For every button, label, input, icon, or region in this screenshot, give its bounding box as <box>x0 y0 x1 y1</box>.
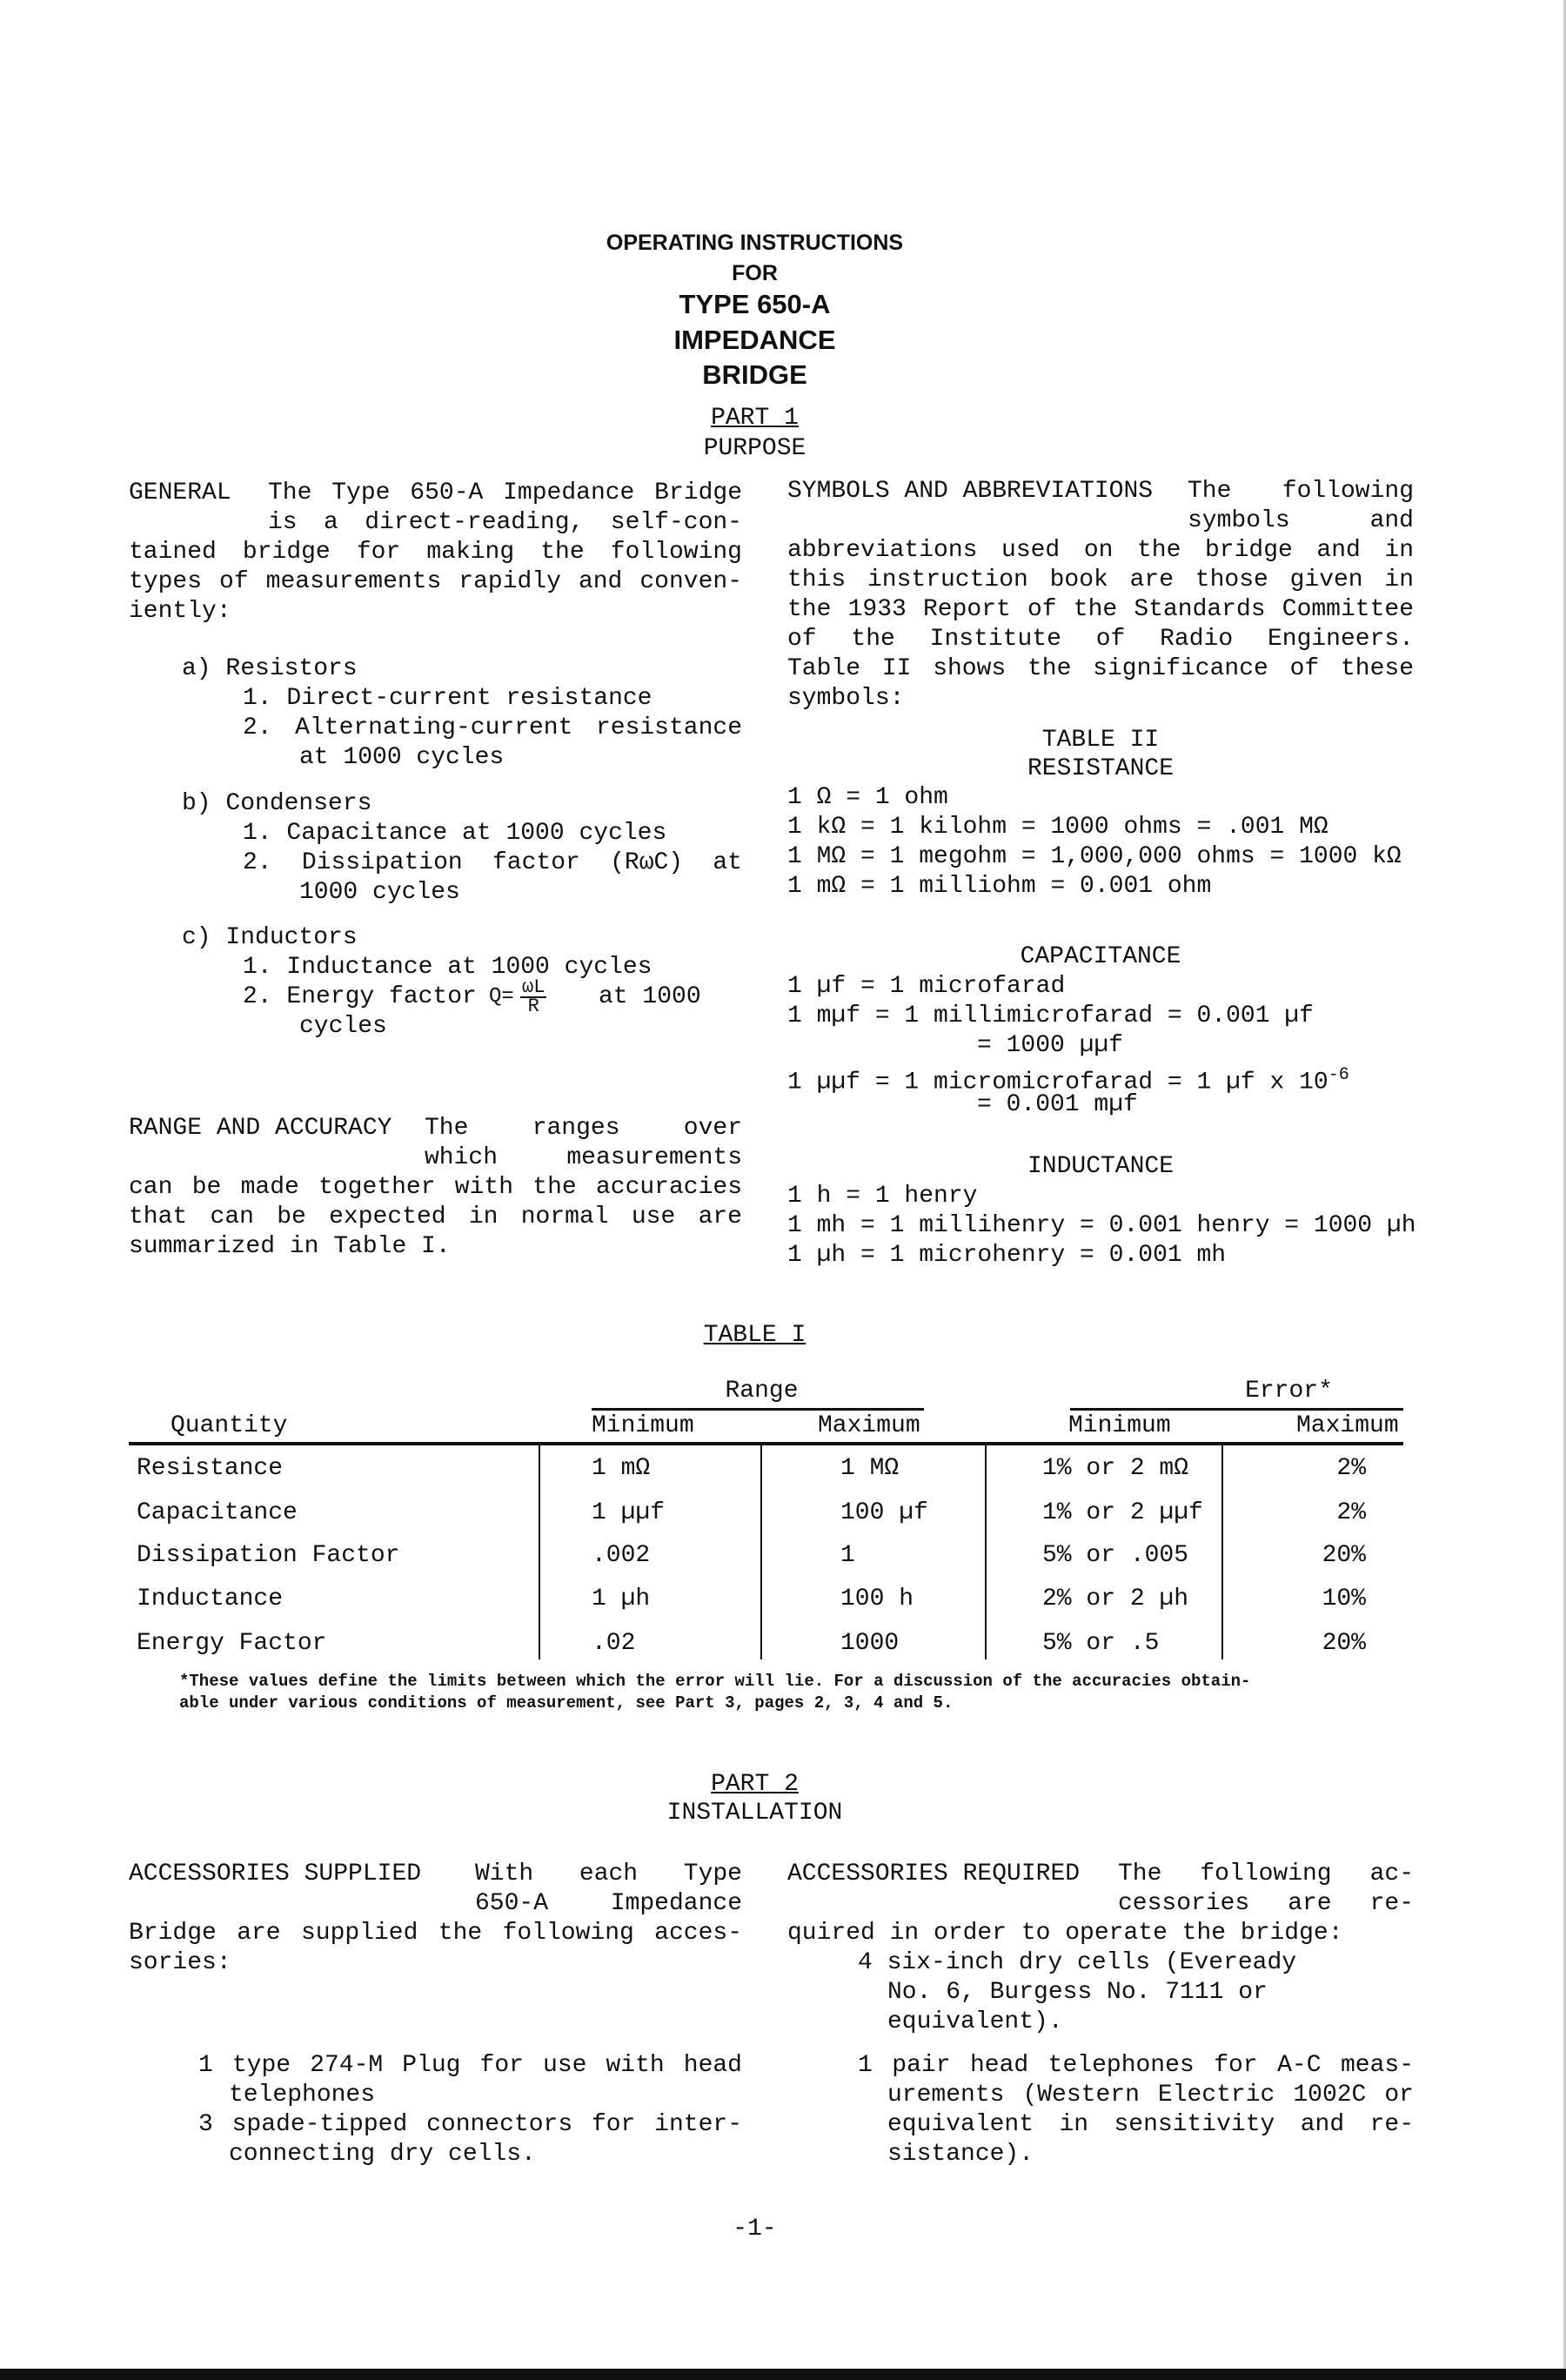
table-cell: 1 mΩ <box>592 1455 651 1482</box>
list-item: 2. Alternating-current resistance <box>243 714 742 741</box>
general-line: tained bridge for making the following <box>129 539 742 566</box>
quantity-cell: Inductance <box>137 1586 284 1612</box>
inductance-heading: INDUCTANCE <box>1027 1153 1174 1180</box>
group-heading: a) Resistors <box>182 655 358 682</box>
list-item-cont: 1000 cycles <box>299 879 460 906</box>
table-cell: 2% <box>1336 1455 1366 1482</box>
acc-required-line: cessories are re- <box>1118 1890 1414 1917</box>
acc-required-item-cont: urements (Western Electric 1002C or <box>887 2082 1414 2108</box>
part2-title: PART 2 <box>711 1771 799 1798</box>
table-cell: 1 <box>840 1542 855 1569</box>
acc-supplied-label: ACCESSORIES SUPPLIED <box>129 1860 422 1887</box>
acc-supplied-item-cont: telephones <box>229 2082 376 2108</box>
range-group-header: Range <box>725 1378 799 1405</box>
table-cell: 100 h <box>840 1586 914 1612</box>
quantity-cell: Dissipation Factor <box>137 1542 400 1569</box>
quantity-cell: Resistance <box>137 1455 284 1482</box>
acc-required-item: 4 six-inch dry cells (Eveready <box>858 1949 1297 1976</box>
capacitance-line: = 0.001 mµf <box>977 1091 1138 1118</box>
doc-title-line4: IMPEDANCE <box>673 325 836 355</box>
table-cell: 20% <box>1322 1630 1366 1657</box>
table-cell: 2% <box>1336 1499 1366 1526</box>
symbols-line: abbreviations used on the bridge and in <box>787 537 1414 564</box>
range-line: which measurements <box>425 1144 742 1171</box>
formula-denominator: R <box>527 996 539 1017</box>
column-header: Minimum <box>592 1412 694 1439</box>
formula-lhs: Q= <box>489 985 514 1009</box>
column-divider <box>985 1442 987 1659</box>
acc-required-label: ACCESSORIES REQUIRED <box>787 1860 1081 1887</box>
symbols-line: this instruction book are those given in <box>787 567 1414 593</box>
list-item: 2. Dissipation factor (RωC) at <box>243 849 742 876</box>
resistance-line: 1 kΩ = 1 kilohm = 1000 ohms = .001 MΩ <box>787 814 1328 841</box>
acc-supplied-line: 650-A Impedance <box>475 1890 742 1917</box>
capacitance-heading: CAPACITANCE <box>1020 943 1181 970</box>
column-divider <box>760 1442 762 1659</box>
acc-supplied-item-cont: connecting dry cells. <box>229 2141 536 2168</box>
range-line: that can be expected in normal use are <box>129 1203 742 1230</box>
list-item-cont: at 1000 cycles <box>299 744 505 771</box>
table-cell: .02 <box>592 1630 636 1657</box>
acc-required-item-cont: equivalent in sensitivity and re- <box>887 2111 1414 2138</box>
column-header: Quantity <box>171 1412 288 1439</box>
column-header: Maximum <box>818 1412 920 1439</box>
resistance-line: 1 MΩ = 1 megohm = 1,000,000 ohms = 1000 kΩ <box>787 843 1402 870</box>
table1-footnote: able under various conditions of measurement, see Part 3, pages 2, 3, 4 and 5. <box>179 1693 954 1713</box>
symbols-label: SYMBOLS AND ABBREVIATIONS <box>787 478 1154 505</box>
table1-title: TABLE I <box>703 1322 806 1349</box>
range-line: can be made together with the accuracies <box>129 1174 742 1201</box>
general-line: is a direct-reading, self-con- <box>268 509 742 536</box>
column-header: Maximum <box>1296 1412 1399 1439</box>
page-number: -1- <box>733 2216 777 2243</box>
symbols-line: the 1933 Report of the Standards Committee <box>787 596 1414 623</box>
symbols-line: of the Institute of Radio Engineers. <box>787 626 1414 653</box>
table-cell: 10% <box>1322 1586 1366 1612</box>
quantity-cell: Capacitance <box>137 1499 298 1526</box>
capacitance-line: 1 µf = 1 microfarad <box>787 973 1066 1000</box>
table2-title: TABLE II <box>1041 727 1160 754</box>
doc-title-line3: TYPE 650-A <box>679 289 831 319</box>
table-cell: 1 MΩ <box>840 1455 900 1482</box>
scan-edge <box>0 2369 1566 2380</box>
range-line: The ranges over <box>425 1115 742 1142</box>
resistance-line: 1 Ω = 1 ohm <box>787 784 948 811</box>
acc-supplied-line: Bridge are supplied the following acces- <box>129 1920 742 1947</box>
general-line: iently: <box>129 598 231 625</box>
quantity-cell: Energy Factor <box>137 1630 327 1657</box>
acc-supplied-item: 1 type 274-M Plug for use with head <box>198 2052 742 2079</box>
capacitance-line: 1 mµf = 1 millimicrofarad = 0.001 µf <box>787 1002 1314 1029</box>
inductance-line: 1 mh = 1 millihenry = 0.001 henry = 1000 µh <box>787 1212 1416 1239</box>
range-line: summarized in Table I. <box>129 1233 451 1260</box>
range-label: RANGE AND ACCURACY <box>129 1115 392 1142</box>
general-line: types of measurements rapidly and conven- <box>129 568 742 595</box>
acc-supplied-line: With each Type <box>475 1860 742 1887</box>
doc-title-line2: FOR <box>732 261 778 285</box>
table-cell: 1% or 2 µµf <box>1042 1499 1203 1526</box>
resistance-line: 1 mΩ = 1 milliohm = 0.001 ohm <box>787 873 1212 900</box>
column-divider <box>1221 1442 1223 1659</box>
table-cell: 1 µµf <box>592 1499 666 1526</box>
acc-required-item: 1 pair head telephones for A-C meas- <box>858 2052 1414 2079</box>
general-label: GENERAL <box>129 479 231 506</box>
inductance-line: 1 µh = 1 microhenry = 0.001 mh <box>787 1242 1227 1269</box>
resistance-heading: RESISTANCE <box>1027 755 1174 782</box>
capacitance-line: 1 µµf = 1 micromicrofarad = 1 µf x 10 <box>787 1069 1328 1096</box>
table-cell: 5% or .5 <box>1042 1630 1160 1657</box>
table-cell: 1% or 2 mΩ <box>1042 1455 1189 1482</box>
energy-factor-formula <box>520 976 546 1017</box>
doc-title-line1: OPERATING INSTRUCTIONS <box>606 231 904 255</box>
table-cell: 20% <box>1322 1542 1366 1569</box>
table-cell: 1 µh <box>592 1586 651 1612</box>
capacitance-exponent: -6 <box>1328 1065 1349 1085</box>
formula-numerator: ωL <box>522 976 545 998</box>
acc-supplied-line: sories: <box>129 1949 231 1976</box>
list-item: 1. Capacitance at 1000 cycles <box>243 820 667 847</box>
part2-subtitle: INSTALLATION <box>666 1800 843 1827</box>
list-item: 1. Inductance at 1000 cycles <box>243 954 652 981</box>
acc-required-item-cont: equivalent). <box>887 2008 1063 2035</box>
acc-supplied-item: 3 spade-tipped connectors for inter- <box>198 2111 742 2138</box>
part1-subtitle: PURPOSE <box>703 435 806 462</box>
acc-required-line: quired in order to operate the bridge: <box>787 1920 1343 1947</box>
formula-tail: at 1000 <box>599 983 701 1010</box>
error-group-header: Error* <box>1245 1378 1333 1405</box>
range-rule <box>592 1408 924 1411</box>
symbols-line: symbols and <box>1188 507 1414 534</box>
list-item-cont: cycles <box>299 1013 387 1040</box>
acc-required-item-cont: No. 6, Burgess No. 7111 or <box>887 1979 1268 2006</box>
table-cell: 5% or .005 <box>1042 1542 1189 1569</box>
table-cell: 1000 <box>840 1630 900 1657</box>
list-item: 1. Direct-current resistance <box>243 685 652 712</box>
group-heading: c) Inductors <box>182 924 358 951</box>
table-cell: 2% or 2 µh <box>1042 1586 1189 1612</box>
acc-required-line: The following ac- <box>1118 1860 1414 1887</box>
header-rule <box>129 1442 1403 1445</box>
part1-title: PART 1 <box>711 405 799 432</box>
group-heading: b) Condensers <box>182 790 372 817</box>
symbols-line: The following <box>1188 478 1414 505</box>
table1-footnote: *These values define the limits between which the error will lie. For a discussion of the accuracies obtain- <box>179 1672 1251 1691</box>
symbols-line: Table II shows the significance of these <box>787 655 1414 682</box>
doc-title-line5: BRIDGE <box>702 359 807 390</box>
column-divider <box>539 1442 540 1659</box>
general-line: The Type 650-A Impedance Bridge <box>268 479 742 506</box>
table-cell: .002 <box>592 1542 651 1569</box>
symbols-line: symbols: <box>787 685 905 712</box>
acc-required-item-cont: sistance). <box>887 2141 1034 2168</box>
column-header: Minimum <box>1068 1412 1171 1439</box>
table-cell: 100 µf <box>840 1499 928 1526</box>
list-item: 2. Energy factor <box>243 983 477 1010</box>
error-rule <box>1070 1408 1403 1411</box>
capacitance-line: = 1000 µµf <box>977 1032 1124 1059</box>
inductance-line: 1 h = 1 henry <box>787 1183 978 1210</box>
